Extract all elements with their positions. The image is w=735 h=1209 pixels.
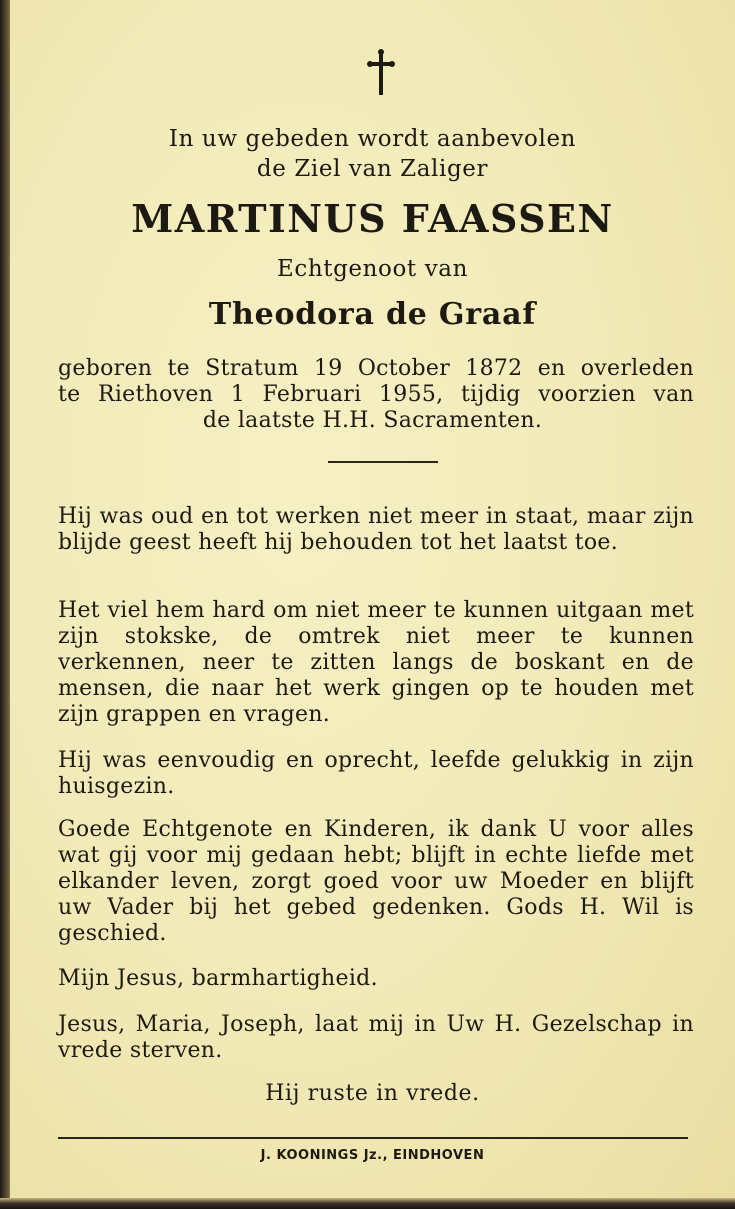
intro-line-2: de Ziel van Zaliger <box>256 156 489 182</box>
paragraph-1: Hij was oud en tot werken niet meer in staat, maar zijn blijde geest heeft hij behouden tot het laatst toe. <box>58 504 694 555</box>
bio-line-1: geboren te Stratum 19 October 1872 en overleden <box>58 356 694 381</box>
memorial-card <box>10 0 735 1200</box>
cross-icon <box>366 48 396 98</box>
paragraph-4: Goede Echtgenote en Kinderen, ik dank U voor alles wat gij voor mij gedaan hebt; blijft in echte liefde met elkander leven, zorgt goed voor uw Moeder en blijft uw Vader bij het gebed gedenken. Gods H. Wil is geschied. <box>58 817 694 946</box>
divider-short <box>328 461 438 463</box>
bio-line-2: te Riethoven 1 Februari 1955, tijdig voorzien van <box>58 382 694 407</box>
printer-credit: J. KOONINGS Jz., EINDHOVEN <box>260 1148 485 1163</box>
paragraph-6: Jesus, Maria, Joseph, laat mij in Uw H. Gezelschap in vrede sterven. <box>58 1012 694 1063</box>
spouse-name: Theodora de Graaf <box>208 297 537 332</box>
paragraph-3: Hij was eenvoudig en oprecht, leefde gelukkig in zijn huisgezin. <box>58 748 694 799</box>
paragraph-2: Het viel hem hard om niet meer te kunnen uitgaan met zijn stokske, de omtrek niet meer te kunnen verkennen, neer te zitten langs de boskant en de mensen, die naar het werk gingen op te houden met zijn grappen en vragen. <box>58 598 694 727</box>
divider-long <box>58 1137 688 1139</box>
relation-label: Echtgenoot van <box>276 256 469 282</box>
paragraph-5: Mijn Jesus, barmhartigheid. <box>58 966 378 991</box>
closing-line: Hij ruste in vrede. <box>265 1081 480 1106</box>
deceased-name: MARTINUS FAASSEN <box>131 196 614 241</box>
card-bottom-edge <box>0 1198 735 1209</box>
intro-line-1: In uw gebeden wordt aanbevolen <box>168 126 577 152</box>
bio-line-3: de laatste H.H. Sacramenten. <box>202 408 543 433</box>
